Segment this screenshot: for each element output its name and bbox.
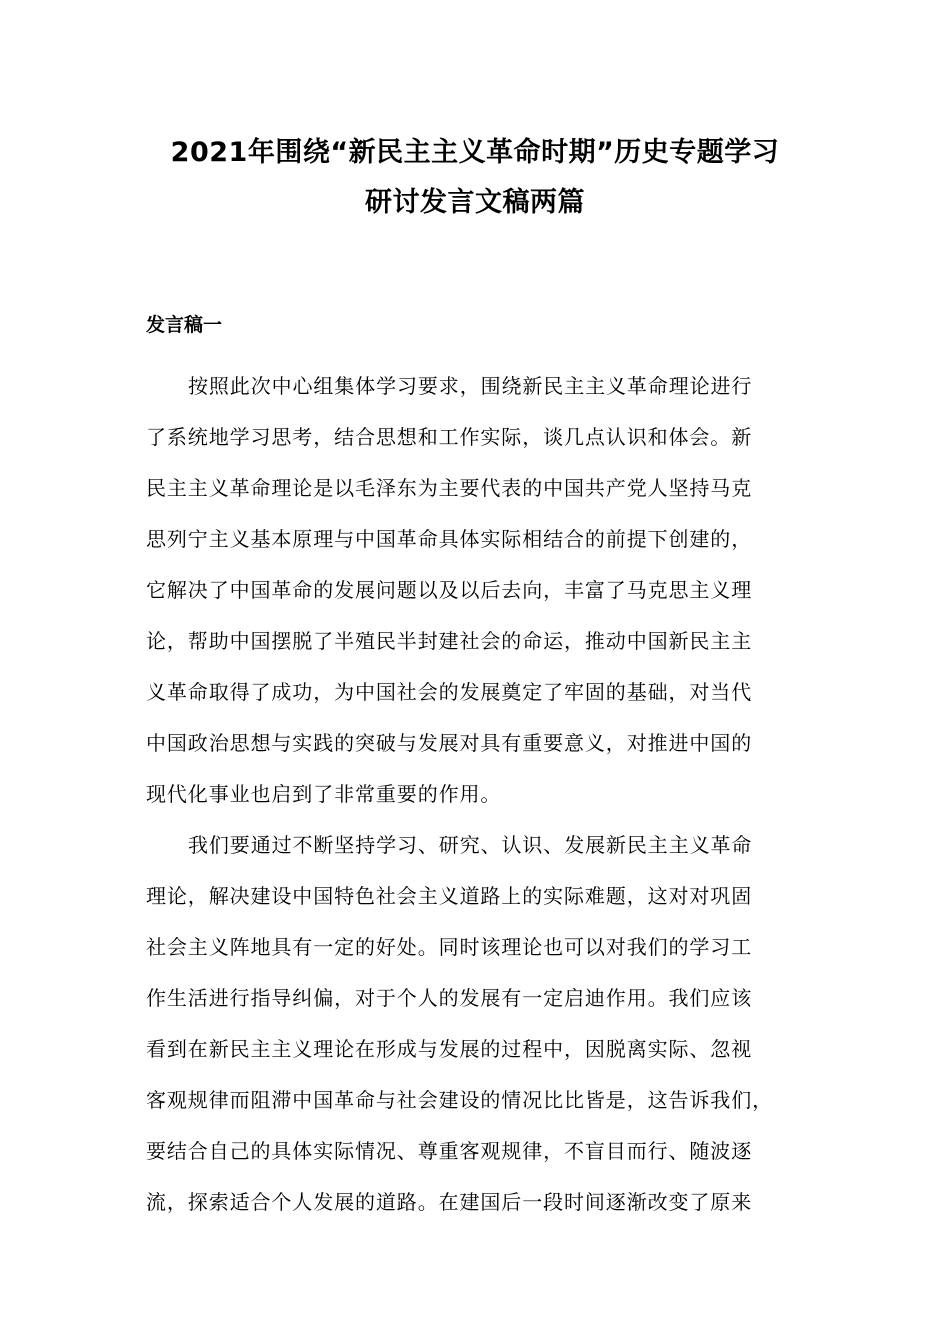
paragraph-line: 思列宁主义基本原理与中国革命具体实际相结合的前提下创建的， [146, 527, 753, 551]
document-title [120, 128, 830, 228]
paragraph-line: 我们要通过不断坚持学习、研究、认识、发展新民主主义革命 [188, 833, 753, 857]
paragraph-line: 民主主义革命理论是以毛泽东为主要代表的中国共产党人坚持马克 [146, 476, 753, 500]
paragraph-line: 流，探索适合个人发展的道路。在建国后一段时间逐渐改变了原来 [146, 1190, 753, 1214]
paragraph-2 [146, 820, 806, 1228]
paragraph-line: 它解决了中国革命的发展问题以及以后去向，丰富了马克思主义理 [146, 578, 753, 602]
paragraph-line: 作生活进行指导纠偏，对于个人的发展有一定启迪作用。我们应该 [146, 986, 753, 1010]
paragraph-line: 现代化事业也启到了非常重要的作用。 [146, 782, 502, 806]
paragraph-line: 了系统地学习思考，结合思想和工作实际，谈几点认识和体会。新 [146, 425, 753, 449]
title-line-2: 研讨发言文稿两篇 [365, 187, 585, 218]
section-heading: 发言稿一 [146, 314, 223, 336]
paragraph-line: 理论，解决建设中国特色社会主义道路上的实际难题，这对对巩固 [146, 884, 753, 908]
title-line-1: 2021年围绕“新民主主义革命时期”历史专题学习 [170, 137, 780, 168]
paragraph-1 [146, 361, 806, 820]
paragraph-line: 按照此次中心组集体学习要求，围绕新民主主义革命理论进行 [188, 374, 753, 398]
paragraph-line: 客观规律而阻滞中国革命与社会建设的情况比比皆是，这告诉我们， [146, 1088, 773, 1112]
paragraph-line: 看到在新民主主义理论在形成与发展的过程中，因脱离实际、忽视 [146, 1037, 753, 1061]
paragraph-line: 要结合自己的具体实际情况、尊重客观规律，不盲目而行、随波逐 [146, 1139, 753, 1163]
paragraph-line: 论，帮助中国摆脱了半殖民半封建社会的命运，推动中国新民主主 [146, 629, 753, 653]
paragraph-line: 义革命取得了成功，为中国社会的发展奠定了牢固的基础，对当代 [146, 680, 753, 704]
paragraph-line: 社会主义阵地具有一定的好处。同时该理论也可以对我们的学习工 [146, 935, 753, 959]
paragraph-line: 中国政治思想与实践的突破与发展对具有重要意义，对推进中国的 [146, 731, 753, 755]
